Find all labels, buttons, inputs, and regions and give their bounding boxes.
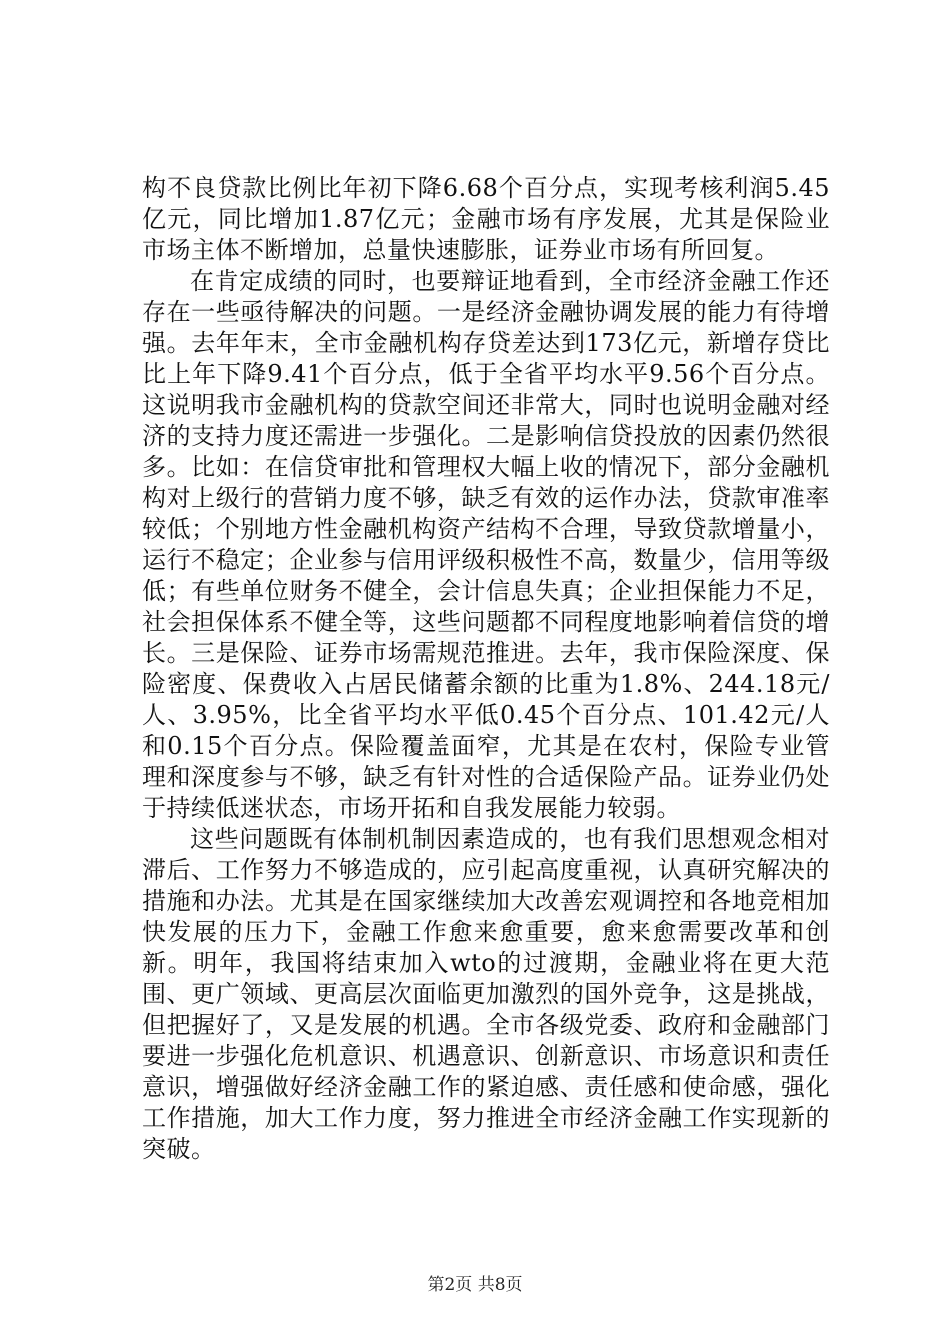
paragraph-problems: 在肯定成绩的同时，也要辩证地看到，全市经济金融工作还存在一些亟待解决的问题。一是经济金融协调发展的能力有待增强。去年年末，全市金融机构存贷差达到173亿元，新增存贷比比上年下降9.41个百分点，低于全省平均水平9.56个百分点。这说明我市金融机构的贷款空间还非常大，同时也说明金融对经济的支持力度还需进一步强化。二是影响信贷投放的因素仍然很多。比如：在信贷审批和管理权大幅上收的情况下，部分金融机构对上级行的营销力度不够，缺乏有效的运作办法，贷款审准率较低；个别地方性金融机构资产结构不合理，导致贷款增量小，运行不稳定；企业参与信用评级积极性不高，数量少，信用等级低；有些单位财务不健全，会计信息失真；企业担保能力不足，社会担保体系不健全等，这些问题都不同程度地影响着信贷的增长。三是保险、证券市场需规范推进。去年，我市保险深度、保险密度、保费收入占居民储蓄余额的比重为1.8%、244.18元/人、3.95%，比全省平均水平低0.45个百分点、101.42元/人和0.15个百分点。保险覆盖面窄，尤其是在农村，保险专业管理和深度参与不够，缺乏有针对性的合适保险产品。证券业仍处于持续低迷状态，市场开拓和自我发展能力较弱。 bbox=[142, 267, 830, 822]
document-body bbox=[142, 173, 830, 1165]
paragraph-continuation: 构不良贷款比例比年初下降6.68个百分点，实现考核利润5.45亿元，同比增加1.87亿元；金融市场有序发展，尤其是保险业市场主体不断增加，总量快速膨胀，证券业市场有所回复。 bbox=[142, 174, 830, 264]
page-number-footer: 第2页 共8页 bbox=[427, 1275, 523, 1295]
paragraph-causes-and-tasks: 这些问题既有体制机制因素造成的，也有我们思想观念相对滞后、工作努力不够造成的，应引起高度重视，认真研究解决的措施和办法。尤其是在国家继续加大改善宏观调控和各地竞相加快发展的压力下，金融工作愈来愈重要，愈来愈需要改革和创新。明年，我国将结束加入wto的过渡期，金融业将在更大范围、更广领域、更高层次面临更加激烈的国外竞争，这是挑战，但把握好了，又是发展的机遇。全市各级党委、政府和金融部门要进一步强化危机意识、机遇意识、创新意识、市场意识和责任意识，增强做好经济金融工作的紧迫感、责任感和使命感，强化工作措施，加大工作力度，努力推进全市经济金融工作实现新的突破。 bbox=[142, 825, 830, 1163]
